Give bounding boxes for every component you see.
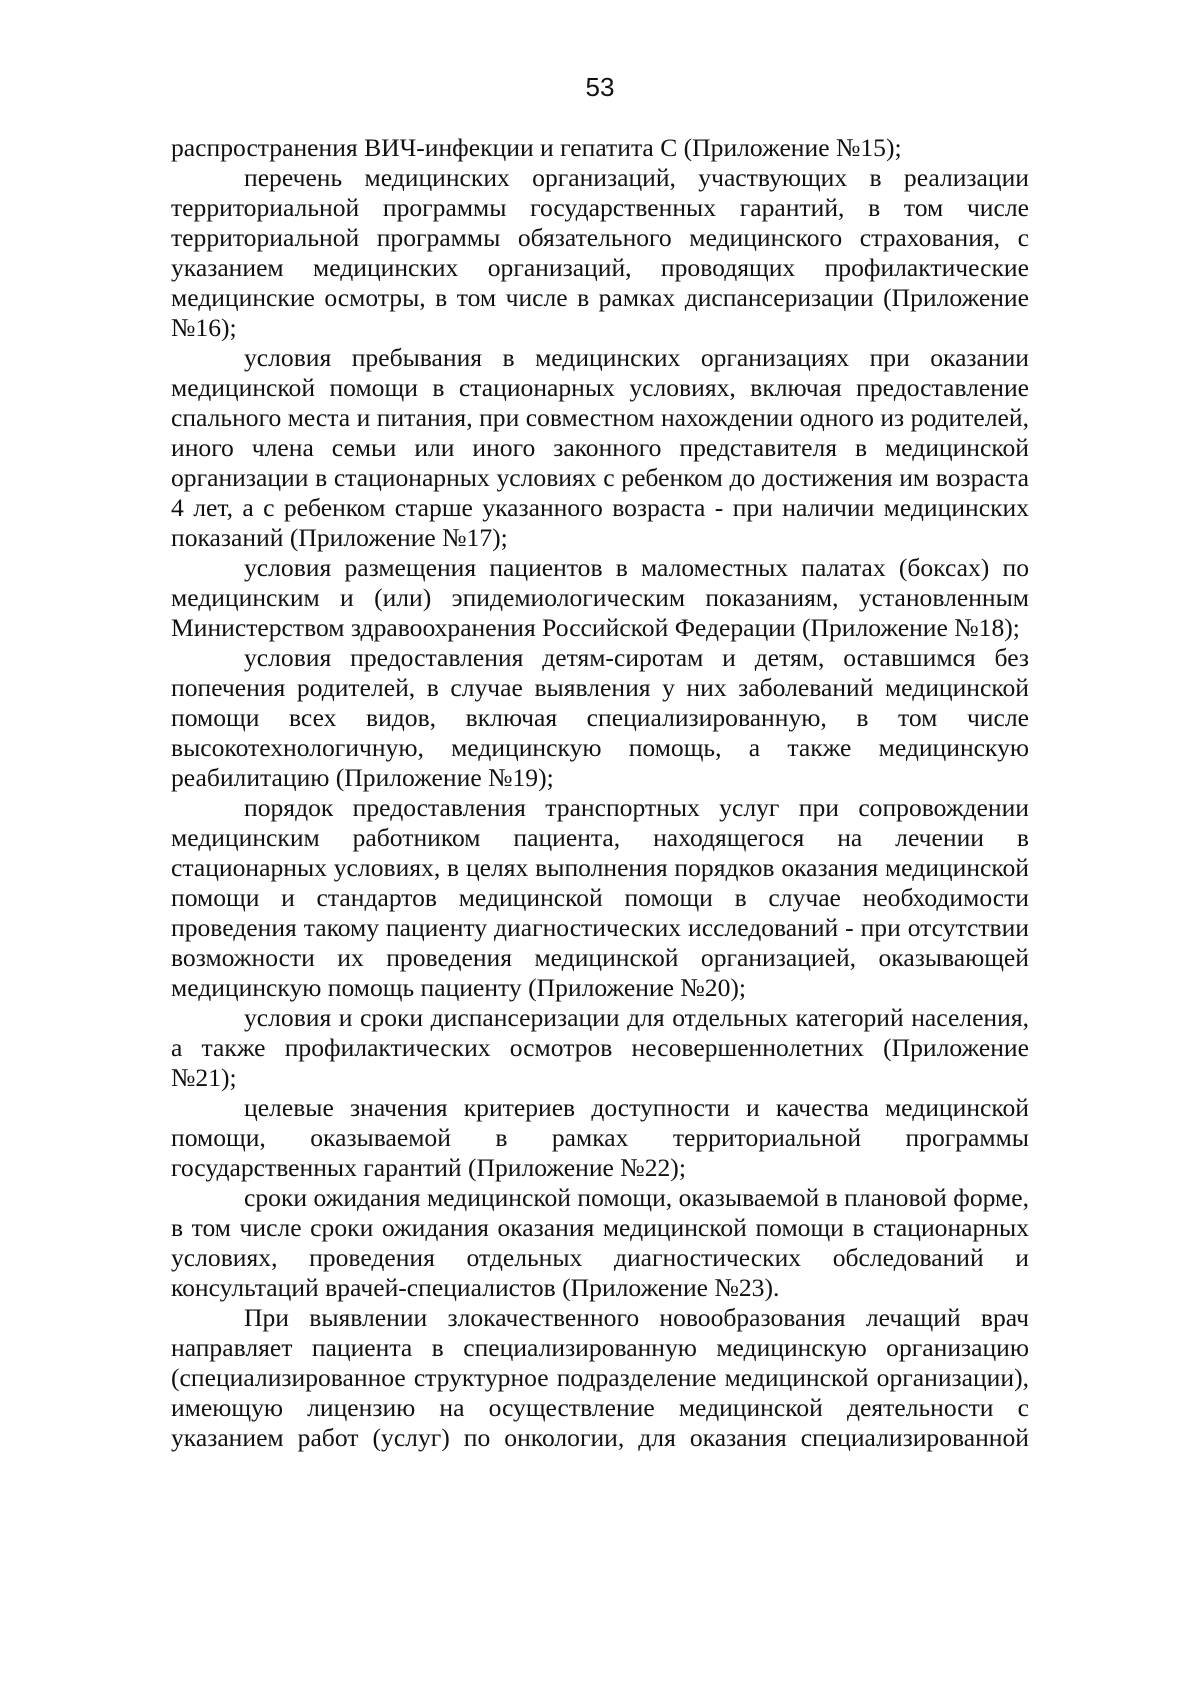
paragraph-appendix-20: порядок предоставления транспортных услуг при сопровождении медицинским работником пациента, находящегося на лечении в стационарных условиях, в целях выполнения порядков оказания медицинской помощи и стандартов медицинской помощи в случае необходимости проведения такому пациенту диагностических исследований - при отсутствии возможности их проведения медицинской организацией, оказывающей медицинскую помощь пациенту (Приложение №20); [171,793,1029,1002]
paragraph-appendix-17: условия пребывания в медицинских организациях при оказании медицинской помощи в стационарных условиях, включая предоставление спального места и питания, при совместном нахождении одного из родителей, иного члена семьи или иного законного представителя в медицинской организации в стационарных условиях с ребенком до достижения им возраста 4 лет, а с ребенком старше указанного возраста - при наличии медицинских показаний (Приложение №17); [171,343,1029,552]
paragraph-appendix-18: условия размещения пациентов в маломестных палатах (боксах) по медицинским и (или) эпидемиологическим показаниям, установленным Министерством здравоохранения Российской Федерации (Приложение №18); [171,553,1029,642]
paragraph-appendix-22: целевые значения критериев доступности и качества медицинской помощи, оказываемой в рамках территориальной программы государственных гарантий (Приложение №22); [171,1093,1029,1182]
paragraph-continued: распространения ВИЧ-инфекции и гепатита С (Приложение №15); [171,133,902,162]
paragraph-appendix-21: условия и сроки диспансеризации для отдельных категорий населения, а также профилактических осмотров несовершеннолетних (Приложение №21); [171,1003,1029,1092]
paragraph-oncology-referral: При выявлении злокачественного новообразования лечащий врач направляет пациента в специализированную медицинскую организацию (специализированное структурное подразделение медицинской организации), имеющую лицензию на осуществление медицинской деятельности с указанием работ (услуг) по онкологии, для оказания специализированной [171,1303,1029,1452]
paragraph-appendix-23: сроки ожидания медицинской помощи, оказываемой в плановой форме, в том числе сроки ожидания оказания медицинской помощи в стационарных условиях, проведения отдельных диагностических обследований и консультаций врачей-специалистов (Приложение №23). [171,1183,1029,1302]
paragraph-appendix-16: перечень медицинских организаций, участвующих в реализации территориальной программы государственных гарантий, в том числе территориальной программы обязательного медицинского страхования, с указанием медицинских организаций, проводящих профилактические медицинские осмотры, в том числе в рамках диспансеризации (Приложение №16); [171,163,1029,342]
document-body [171,133,1029,1453]
paragraph-appendix-19: условия предоставления детям-сиротам и детям, оставшимся без попечения родителей, в случае выявления у них заболеваний медицинской помощи всех видов, включая специализированную, в том числе высокотехнологичную, медицинскую помощь, а также медицинскую реабилитацию (Приложение №19); [171,643,1029,792]
page-number: 53 [585,72,615,102]
